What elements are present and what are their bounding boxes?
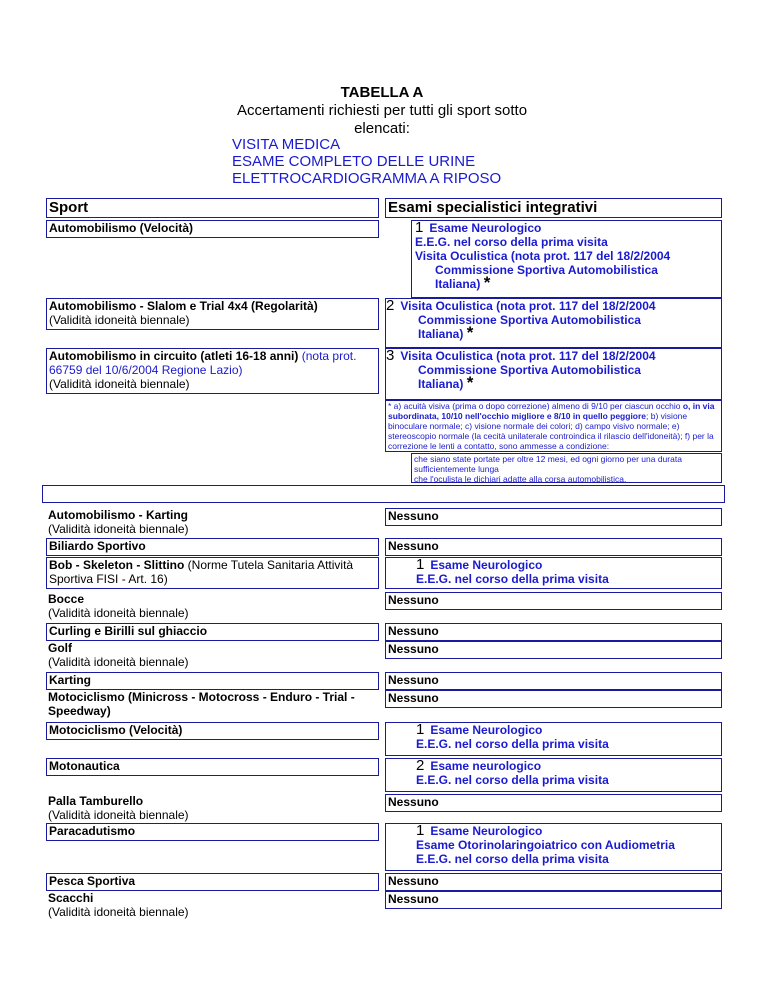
footnote-text-rest: ; b) visione binoculare normale; c) visione normale dei colori; d) campo visivo normale; e) stereoscopio normale (la cecità unilaterale controindica il rilascio dell'idoneità); f) per la correzione le lenti a contatto, sono ammesse a condizione: xyxy=(388,411,714,451)
sport-cell xyxy=(46,873,379,891)
exam-eeg: E.E.G. nel corso della prima visita xyxy=(416,773,609,787)
exam-ent: Esame Otorinolaringoiatrico con Audiometria xyxy=(416,838,675,852)
item-number: 2 xyxy=(386,297,395,314)
sport-name: Automobilismo - Karting xyxy=(48,508,188,522)
column-header-exams: Esami specialistici integrativi xyxy=(385,198,722,218)
exam-eye-2: Commissione Sportiva Automobilistica xyxy=(418,363,641,377)
exam-eye-2: Commissione Sportiva Automobilistica xyxy=(435,263,658,277)
exams-cell: Nessuno xyxy=(385,794,722,812)
sport-cell xyxy=(46,672,379,690)
document-header xyxy=(232,84,532,138)
sport-name: Scacchi xyxy=(48,891,94,905)
footnote-marker: * xyxy=(466,373,474,392)
sport-name: Motonautica xyxy=(49,759,120,773)
exams-cell xyxy=(385,298,722,348)
sport-cell xyxy=(46,538,379,556)
sport-name: Bocce xyxy=(48,592,85,606)
exam-eeg: E.E.G. nel corso della prima visita xyxy=(416,737,609,751)
footnote xyxy=(385,400,722,452)
sport-name: Motociclismo (Minicross - Motocross - Enduro - Trial - Speedway) xyxy=(48,690,355,718)
column-header-sport: Sport xyxy=(46,198,379,218)
exams-cell: Nessuno xyxy=(385,891,722,909)
sport-cell xyxy=(46,592,379,620)
item-number: 3 xyxy=(386,347,395,364)
validity-note: (Validità idoneità biennale) xyxy=(49,377,190,391)
header-line-1: Accertamenti richiesti per tutti gli sport sotto xyxy=(236,102,528,119)
sport-cell xyxy=(46,794,379,822)
validity-note: (Validità idoneità biennale) xyxy=(48,808,189,822)
sport-cell xyxy=(46,722,379,740)
sport-name: Curling e Birilli sul ghiaccio xyxy=(49,624,208,638)
sport-name: Automobilismo in circuito (atleti 16-18 anni) xyxy=(49,349,299,363)
exam-eeg: E.E.G. nel corso della prima visita xyxy=(416,572,609,586)
sport-name: Palla Tamburello xyxy=(48,794,144,808)
item-number: 1 xyxy=(416,556,425,573)
footnote-bold: o, in via subordinata, 10/10 nell'occhio migliore e 8/10 in quello peggiore xyxy=(388,401,715,421)
document-title: TABELLA A xyxy=(340,84,424,101)
exams-cell xyxy=(385,557,722,589)
sport-name: Automobilismo (Velocità) xyxy=(49,221,194,235)
requirement-item: VISITA MEDICA xyxy=(232,136,341,153)
exam-neuro: Esame Neurologico xyxy=(429,221,542,235)
sport-cell xyxy=(46,508,379,534)
sport-name: Paracadutismo xyxy=(49,824,136,838)
footnote-text: * a) acuità visiva (prima o dopo correzione) almeno di 9/10 per ciascun occhio xyxy=(388,401,683,411)
exams-cell xyxy=(385,758,722,792)
sport-cell xyxy=(46,220,379,238)
requirement-item: ELETTROCARDIOGRAMMA A RIPOSO xyxy=(232,170,502,187)
validity-note: (Validità idoneità biennale) xyxy=(49,313,190,327)
condition-2: che l'oculista le dichiari adatte alla corsa automobilistica. xyxy=(414,474,627,484)
exam-eye-3: Italiana) xyxy=(418,327,464,341)
exams-cell: Nessuno xyxy=(385,623,722,641)
sport-cell xyxy=(46,823,379,841)
empty-row xyxy=(42,485,725,503)
sport-cell xyxy=(46,623,379,641)
footnote-marker: * xyxy=(466,323,474,342)
sport-cell xyxy=(46,298,379,330)
exam-eye-1: Visita Oculistica (nota prot. 117 del 18/2/2004 xyxy=(415,249,671,263)
sport-cell xyxy=(46,641,379,669)
requirements-list xyxy=(232,136,501,187)
exam-eye-1: Visita Oculistica (nota prot. 117 del 18/2/2004 xyxy=(400,349,656,363)
sport-cell xyxy=(46,557,379,589)
exam-eye-3: Italiana) xyxy=(435,277,481,291)
regional-note: (nota prot. 66759 del 10/6/2004 Regione Lazio) xyxy=(49,349,357,377)
header-line-2: elencati: xyxy=(354,120,410,137)
sport-name: Automobilismo - Slalom e Trial 4x4 (Regolarità) xyxy=(49,299,318,313)
sport-note: (Norme Tutela Sanitaria Attività Sportiva FISI - Art. 16) xyxy=(49,558,354,586)
sport-name: Golf xyxy=(48,641,72,655)
exams-cell: Nessuno xyxy=(385,641,722,659)
sport-cell xyxy=(46,690,379,720)
sport-name: Motociclismo (Velocità) xyxy=(49,723,183,737)
item-number: 1 xyxy=(416,822,425,839)
exam-eye-3: Italiana) xyxy=(418,377,464,391)
exam-neuro: Esame Neurologico xyxy=(430,558,543,572)
item-number: 1 xyxy=(416,721,425,738)
condition-1: che siano state portate per oltre 12 mesi, ed ogni giorno per una durata sufficientemente lunga xyxy=(414,454,682,474)
exams-cell: Nessuno xyxy=(385,873,722,891)
exam-eeg: E.E.G. nel corso della prima visita xyxy=(416,852,609,866)
exams-cell: Nessuno xyxy=(385,592,722,610)
footnote-marker: * xyxy=(483,273,491,292)
exams-cell: Nessuno xyxy=(385,508,722,526)
requirement-item: ESAME COMPLETO DELLE URINE xyxy=(232,153,476,170)
validity-note: (Validità idoneità biennale) xyxy=(48,655,189,669)
exams-cell xyxy=(385,722,722,756)
sport-cell xyxy=(46,891,379,919)
item-number: 1 xyxy=(415,219,424,236)
exams-cell xyxy=(385,348,722,400)
validity-note: (Validità idoneità biennale) xyxy=(48,522,189,536)
sport-name: Bob - Skeleton - Slittino xyxy=(49,558,185,572)
validity-note: (Validità idoneità biennale) xyxy=(48,606,189,620)
footnote-conditions xyxy=(411,453,722,483)
sport-name: Karting xyxy=(49,673,91,687)
exam-neuro: Esame Neurologico xyxy=(430,723,543,737)
sport-name: Biliardo Sportivo xyxy=(49,539,146,553)
exam-eye-1: Visita Oculistica (nota prot. 117 del 18/2/2004 xyxy=(400,299,656,313)
item-number: 2 xyxy=(416,757,425,774)
sport-name: Pesca Sportiva xyxy=(49,874,136,888)
exams-cell xyxy=(385,823,722,871)
sport-cell xyxy=(46,758,379,776)
sport-cell xyxy=(46,348,379,394)
validity-note: (Validità idoneità biennale) xyxy=(48,905,189,919)
exams-cell xyxy=(411,220,722,298)
exam-eye-2: Commissione Sportiva Automobilistica xyxy=(418,313,641,327)
exam-eeg: E.E.G. nel corso della prima visita xyxy=(415,235,608,249)
exam-neuro: Esame neurologico xyxy=(430,759,542,773)
exams-cell: Nessuno xyxy=(385,672,722,690)
exam-neuro: Esame Neurologico xyxy=(430,824,543,838)
exams-cell: Nessuno xyxy=(385,538,722,556)
exams-cell: Nessuno xyxy=(385,690,722,708)
